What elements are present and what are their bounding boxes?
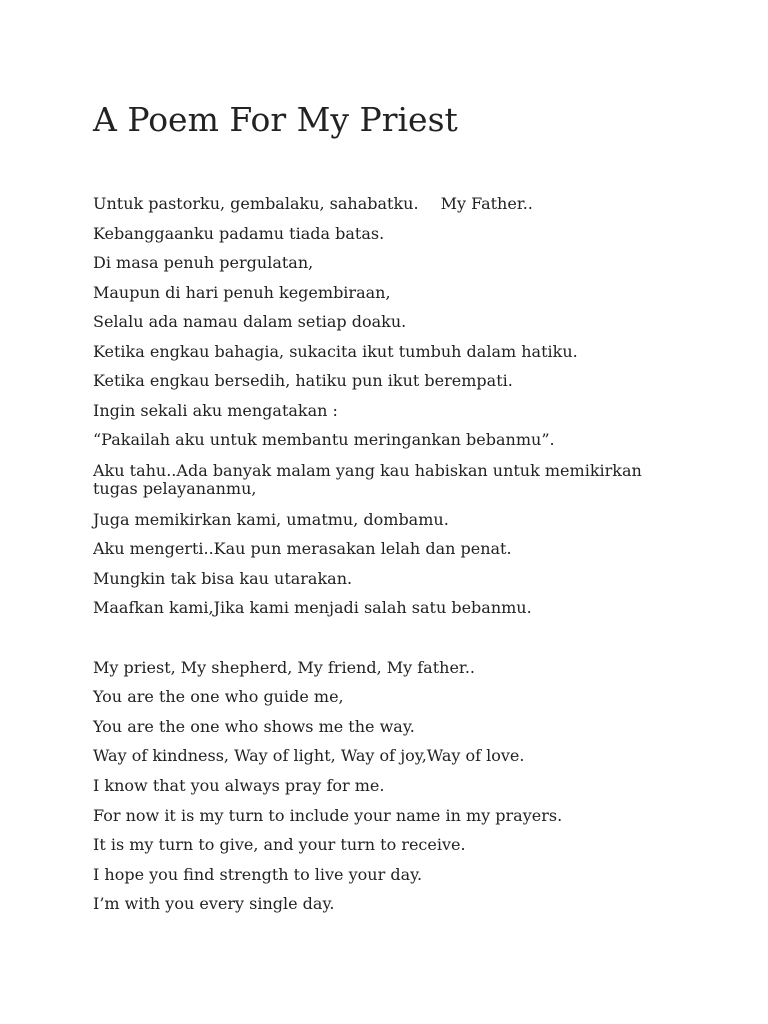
poem-line-text: Untuk pastorku, gembalaku, sahabatku. <box>93 194 419 213</box>
poem-line: You are the one who shows me the way. <box>93 717 415 736</box>
poem-line: My priest, My shepherd, My friend, My father.. <box>93 658 475 677</box>
poem-line: “Pakailah aku untuk membantu meringankan bebanmu”. <box>93 430 555 449</box>
document-title: A Poem For My Priest <box>93 100 458 139</box>
poem-line: You are the one who guide me, <box>93 687 344 706</box>
poem-line: Juga memikirkan kami, umatmu, dombamu. <box>93 510 449 529</box>
poem-line: I know that you always pray for me. <box>93 776 385 795</box>
poem-line-text: My Father.. <box>440 194 533 213</box>
poem-line: Ketika engkau bahagia, sukacita ikut tumbuh dalam hatiku. <box>93 342 578 361</box>
poem-line <box>93 195 533 213</box>
poem-line: Selalu ada namau dalam setiap doaku. <box>93 312 407 331</box>
poem-line: I’m with you every single day. <box>93 894 335 913</box>
poem-line: Ingin sekali aku mengatakan : <box>93 401 338 420</box>
poem-line: Ketika engkau bersedih, hatiku pun ikut berempati. <box>93 371 513 390</box>
poem-line: For now it is my turn to include your name in my prayers. <box>93 806 563 825</box>
poem-line: Way of kindness, Way of light, Way of joy,Way of love. <box>93 746 525 765</box>
poem-line: I hope you find strength to live your day. <box>93 865 423 884</box>
poem-line: Maafkan kami,Jika kami menjadi salah satu bebanmu. <box>93 598 532 617</box>
poem-line: Aku tahu..Ada banyak malam yang kau habiskan untuk memikirkan tugas pelayananmu, <box>93 461 642 498</box>
poem-line: Di masa penuh pergulatan, <box>93 253 314 272</box>
poem-line: Kebanggaanku padamu tiada batas. <box>93 224 385 243</box>
poem-line: Maupun di hari penuh kegembiraan, <box>93 283 391 302</box>
poem-line: It is my turn to give, and your turn to receive. <box>93 835 466 854</box>
poem-line: Mungkin tak bisa kau utarakan. <box>93 569 353 588</box>
poem-line: Aku mengerti..Kau pun merasakan lelah dan penat. <box>93 539 512 558</box>
